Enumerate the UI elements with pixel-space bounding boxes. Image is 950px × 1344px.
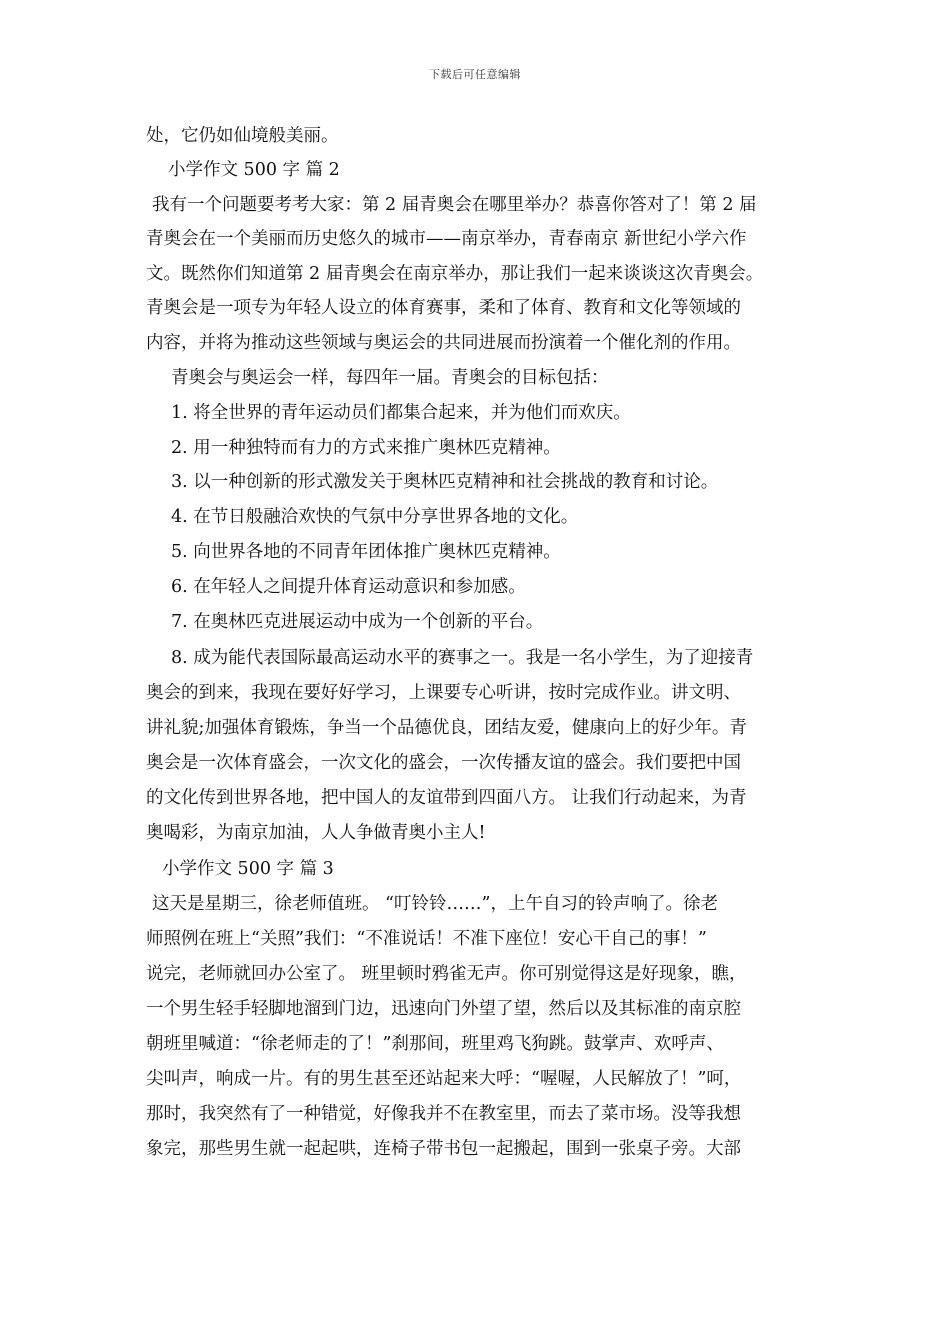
list-item: 7. 在奥林匹克进展运动中成为一个创新的平台。 xyxy=(171,612,544,632)
text-line: 一个男生轻手轻脚地溜到门边，迅速向门外望了望，然后以及其标准的南京腔 xyxy=(146,999,741,1019)
text-line: 青奥会与奥运会一样，每四年一届。青奥会的目标包括： xyxy=(171,368,609,388)
list-item: 5. 向世界各地的不同青年团体推广奥林匹克精神。 xyxy=(171,542,561,562)
text-line: 象完，那些男生就一起起哄，连椅子带书包一起搬起，围到一张桌子旁。大部 xyxy=(146,1139,741,1159)
text-line: 青奥会在一个美丽而历史悠久的城市——南京举办，青春南京 新世纪小学六作 xyxy=(146,229,747,249)
text-line: 处，它仍如仙境般美丽。 xyxy=(146,126,339,146)
section-heading: 小学作文 500 字 篇 2 xyxy=(168,160,340,180)
text-line: 朝班里喊道：“徐老师走的了！”刹那间，班里鸡飞狗跳。鼓掌声、欢呼声、 xyxy=(146,1034,724,1054)
text-line: 青奥会是一项专为年轻人设立的体育赛事，柔和了体育、教育和文化等领域的 xyxy=(146,298,741,318)
text-line: 师照例在班上“关照”我们：“不准说话！不准下座位！安心干自己的事！” xyxy=(146,929,707,949)
list-item: 4. 在节日般融洽欢快的气氛中分享世界各地的文化。 xyxy=(171,507,579,527)
section-heading: 小学作文 500 字 篇 3 xyxy=(162,859,334,879)
list-item: 6. 在年轻人之间提升体育运动意识和参加感。 xyxy=(171,577,526,597)
list-item: 1. 将全世界的青年运动员们都集合起来，并为他们而欢庆。 xyxy=(171,403,631,423)
text-line: 的文化传到世界各地，把中国人的友谊带到四面八方。 让我们行动起来，为青 xyxy=(146,788,747,808)
list-item: 3. 以一种创新的形式激发关于奥林匹克精神和社会挑战的教育和讨论。 xyxy=(171,472,719,492)
text-line: 说完，老师就回办公室了。 班里顿时鸦雀无声。你可别觉得这是好现象，瞧， xyxy=(146,964,747,984)
text-line: 尖叫声，响成一片。有的男生甚至还站起来大呼：“喔喔，人民解放了！”呵， xyxy=(146,1069,742,1089)
text-line: 奥会的到来，我现在要好好学习，上课要专心听讲，按时完成作业。讲文明、 xyxy=(146,683,741,703)
text-line: 奥会是一次体育盛会，一次文化的盛会，一次传播友谊的盛会。我们要把中国 xyxy=(146,753,741,773)
list-item: 2. 用一种独特而有力的方式来推广奥林匹克精神。 xyxy=(171,438,561,458)
text-line: 讲礼貌;加强体育锻炼，争当一个品德优良，团结友爱，健康向上的好少年。青 xyxy=(146,718,747,738)
text-line: 内容，并将为推动这些领域与奥运会的共同进展而扮演着一个催化剂的作用。 xyxy=(146,333,741,353)
text-line: 这天是星期三，徐老师值班。 “叮铃铃……”，上午自习的铃声响了。徐老 xyxy=(152,894,718,914)
text-line: 文。既然你们知道第 2 届青奥会在南京举办，那让我们一起来谈谈这次青奥会。 xyxy=(146,264,764,284)
text-line: 那时，我突然有了一种错觉，好像我并不在教室里，而去了菜市场。没等我想 xyxy=(146,1104,741,1124)
text-line: 我有一个问题要考考大家：第 2 届青奥会在哪里举办？恭喜你答对了！第 2 届 xyxy=(152,195,757,215)
page-header: 下载后可任意编辑 xyxy=(429,68,521,81)
list-item: 8. 成为能代表国际最高运动水平的赛事之一。我是一名小学生，为了迎接青 xyxy=(171,648,754,668)
text-line: 奥喝彩，为南京加油，人人争做青奥小主人! xyxy=(146,823,486,843)
